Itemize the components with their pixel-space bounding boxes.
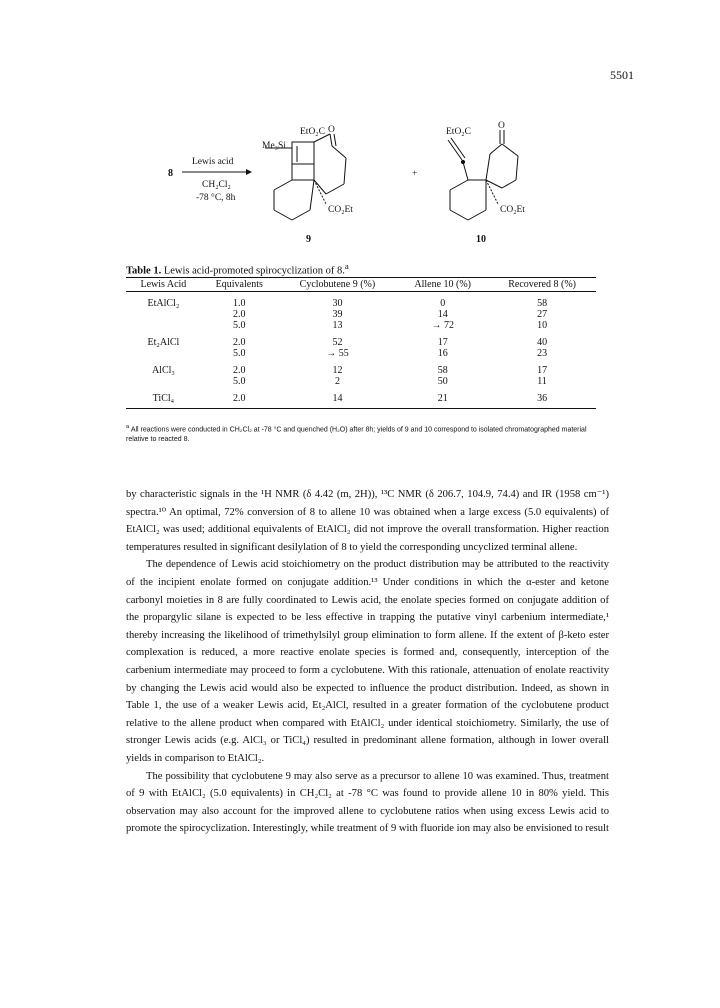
header-recovered: Recovered 8 (%) <box>488 278 596 292</box>
cell-value: 5.0 <box>233 320 246 331</box>
cell-value: 0 <box>440 298 446 309</box>
cell-value: 5.0 <box>233 348 246 359</box>
paragraph: The dependence of Lewis acid stoichiometry on the product distribution may be attributed to the reactivity of the incipient enolate formed on conjugate addition.¹³ Under conditions in which the α-ester and ketone carbonyl moieties in 8 are fully coordinated to Lewis acid, the enolate species formed on conjugate addition of the propargylic silane is expected to be less effective in trapping the putative vinyl carbenium intermediate,¹ thereby increasing the likelihood of trimethylsilyl group elimination to form allene. If the extent of β-keto ester complexation is reduced, a more reactive enolate species is formed and, consequently, interception of the carbenium intermediate may proceed to form a cyclobutene. With this rationale, attenuation of enolate reactivity by changing the Lewis acid would also be expected to influence the product distribution. Indeed, as shown in Table 1, the use of a weaker Lewis acid, Et₂AlCl, resulted in a greater formation of the cyclobutene product relative to the allene product when compared with EtAlCl₂ under identical stoichiometry. Similarly, the use of stronger Lewis acids (e.g. AlCl₃ or TiCl₄) resulted in predominant allene formation, although in lower overall yields in comparison to EtAlCl₂. <box>126 559 609 764</box>
cell-value: 2.0 <box>233 337 246 348</box>
cell-value: 30 <box>332 298 343 309</box>
cell-value: 27 <box>537 309 548 320</box>
cell-acid: AlCl₃ <box>151 365 175 376</box>
cell-value: 23 <box>537 348 548 359</box>
product-9-me3si: Me₃Si <box>262 141 286 151</box>
body-text <box>126 486 609 838</box>
footnote-text: All reactions were conducted in CH₂Cl₂ at -78 °C and quenched (H₂O) after 8h; yields of 9 and 10 correspond to isolated chromatographed material relative to reacted 8. <box>126 426 587 444</box>
footnote-sup: a <box>126 424 130 430</box>
product-10-oxygen: O <box>498 121 505 131</box>
product-10-eto2c: EtO₂C <box>446 127 471 137</box>
cell-equivalents <box>201 292 278 332</box>
plus-sign: + <box>412 169 418 179</box>
reaction-scheme <box>150 118 600 258</box>
cell-value: 1.0 <box>233 298 246 309</box>
conditions-label: -78 °C, 8h <box>196 193 236 203</box>
header-allene: Allene 10 (%) <box>397 278 488 292</box>
cell-value: 13 <box>332 320 343 331</box>
cell-value: 17 <box>537 365 548 376</box>
cell-value: 2 <box>334 376 340 387</box>
cell-value: 58 <box>437 365 448 376</box>
table-header-row <box>126 278 596 292</box>
cell-cyclobutene: 14 <box>278 387 397 409</box>
cell-value: 50 <box>437 376 448 387</box>
product-9-co2et: CO₂Et <box>328 205 353 215</box>
scheme-drawing <box>150 118 600 258</box>
header-equivalents: Equivalents <box>201 278 278 292</box>
table-footnote <box>126 422 606 445</box>
cell-cyclobutene <box>278 331 397 359</box>
cell-acid: TiCl₄ <box>126 387 201 409</box>
cell-value: 5.0 <box>233 376 246 387</box>
cell-equivalents <box>201 359 278 387</box>
product-9-eto2c: EtO₂C <box>300 127 325 137</box>
cell-cyclobutene <box>278 359 397 387</box>
cell-recovered <box>488 359 596 387</box>
cell-value: 2.0 <box>233 365 246 376</box>
cell-recovered: 36 <box>488 387 596 409</box>
table-row <box>126 387 596 409</box>
cell-value: 16 <box>437 348 448 359</box>
cell-allene <box>397 359 488 387</box>
solvent-label: CH₂Cl₂ <box>202 180 231 190</box>
header-lewis-acid: Lewis Acid <box>126 278 201 292</box>
cell-recovered <box>488 331 596 359</box>
cell-value: 11 <box>537 376 547 387</box>
reactant-label: 8 <box>168 168 173 179</box>
product-10-label: 10 <box>476 234 486 245</box>
table-caption-text: Lewis acid-promoted spirocyclization of 8. <box>163 265 345 277</box>
table-caption-sup: a <box>344 261 349 271</box>
cell-value: 14 <box>437 309 448 320</box>
cell-acid: EtAlCl₂ <box>147 298 180 309</box>
table-row <box>126 331 596 359</box>
cell-allene <box>397 331 488 359</box>
product-9-oxygen: O <box>328 125 335 135</box>
results-table <box>126 277 596 409</box>
cell-value: 10 <box>537 320 548 331</box>
cell-value: 39 <box>332 309 343 320</box>
reaction-arrowhead <box>246 169 252 175</box>
cell-recovered <box>488 292 596 332</box>
cell-allene <box>397 292 488 332</box>
cell-cyclobutene <box>278 292 397 332</box>
reagent-label: Lewis acid <box>192 157 234 167</box>
table-caption-label: Table 1. <box>126 265 162 277</box>
table-row <box>126 359 596 387</box>
cell-allene: 21 <box>397 387 488 409</box>
cell-value: 40 <box>537 337 548 348</box>
cell-acid: Et₂AlCl <box>147 337 180 348</box>
cell-value: 58 <box>537 298 548 309</box>
cell-equivalents <box>201 331 278 359</box>
cell-value: 12 <box>332 365 343 376</box>
cell-value: → 55 <box>326 348 349 359</box>
cell-value: → 72 <box>431 320 454 331</box>
header-cyclobutene: Cyclobutene 9 (%) <box>278 278 397 292</box>
product-9-label: 9 <box>306 234 311 245</box>
paragraph: by characteristic signals in the ¹H NMR (δ 4.42 (m, 2H)), ¹³C NMR (δ 206.7, 104.9, 74.4) and IR (1958 cm⁻¹) spectra.¹⁰ An optimal, 72% conversion of 8 to allene 10 was obtained when a large excess (5.0 equivalents) of EtAlCl₂ was used; additional equivalents of EtAlCl₂ did not improve the overall transformation. Higher reaction temperatures resulted in significant desilylation of 8 to yield the corresponding uncyclized terminal allene. <box>126 489 609 553</box>
table-caption <box>126 261 596 277</box>
cell-value: 52 <box>332 337 343 348</box>
paragraph: The possibility that cyclobutene 9 may also serve as a precursor to allene 10 was examined. Thus, treatment of 9 with EtAlCl₂ (5.0 equivalents) in CH₂Cl₂ at -78 °C was found to provide allene 10 in 80% yield. This observation may also account for the improved allene to cyclobutene ratios when using excess Lewis acid to promote the spirocyclization. Interestingly, while treatment of 9 with fluoride ion may also be envisioned to result <box>126 770 609 835</box>
product-10-co2et: CO₂Et <box>500 205 525 215</box>
cell-value: 17 <box>437 337 448 348</box>
page-number: 5501 <box>610 68 634 82</box>
table-row <box>126 292 596 332</box>
cell-value: 2.0 <box>233 309 246 320</box>
cell-equivalents: 2.0 <box>201 387 278 409</box>
